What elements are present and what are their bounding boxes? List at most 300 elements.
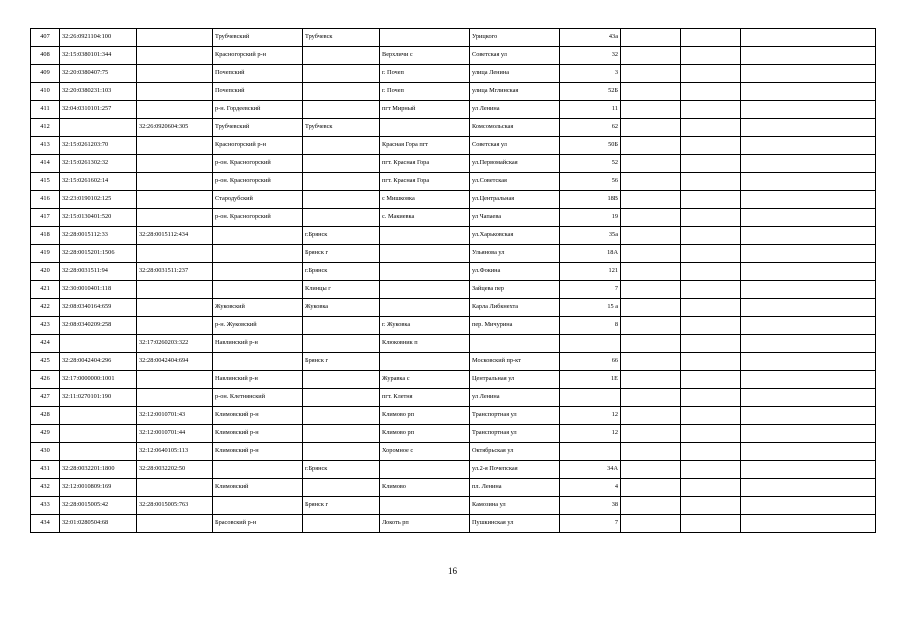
- extra-2-cell: [681, 443, 741, 461]
- house-number-cell: [560, 335, 621, 353]
- row-number-cell: 423: [31, 317, 60, 335]
- extra-1-cell: [621, 173, 681, 191]
- house-number-cell: 3: [560, 65, 621, 83]
- extra-3-cell: [741, 389, 876, 407]
- street-cell: ул Чапаева: [470, 209, 560, 227]
- extra-3-cell: [741, 191, 876, 209]
- extra-1-cell: [621, 191, 681, 209]
- house-number-cell: 56: [560, 173, 621, 191]
- parcel-cadastral-number-cell: [137, 281, 213, 299]
- house-number-cell: 18А: [560, 245, 621, 263]
- extra-2-cell: [681, 317, 741, 335]
- cadastral-number-cell: 32:28:0015005:42: [60, 497, 137, 515]
- house-number-cell: 7: [560, 515, 621, 533]
- parcel-cadastral-number-cell: 32:28:0015005:763: [137, 497, 213, 515]
- city-cell: Брянск г: [303, 353, 380, 371]
- table-body: [31, 29, 876, 533]
- extra-1-cell: [621, 497, 681, 515]
- house-number-cell: 62: [560, 119, 621, 137]
- extra-1-cell: [621, 443, 681, 461]
- cadastral-number-cell: 32:28:0031511:94: [60, 263, 137, 281]
- table-row: [31, 479, 876, 497]
- cadastral-number-cell: 32:01:0280504:68: [60, 515, 137, 533]
- parcel-cadastral-number-cell: [137, 515, 213, 533]
- extra-2-cell: [681, 173, 741, 191]
- city-cell: [303, 317, 380, 335]
- table-row: [31, 443, 876, 461]
- street-cell: Пушкинская ул: [470, 515, 560, 533]
- row-number-cell: 431: [31, 461, 60, 479]
- parcel-cadastral-number-cell: [137, 389, 213, 407]
- parcel-cadastral-number-cell: [137, 101, 213, 119]
- row-number-cell: 410: [31, 83, 60, 101]
- extra-2-cell: [681, 227, 741, 245]
- table-row: [31, 371, 876, 389]
- extra-2-cell: [681, 479, 741, 497]
- city-cell: Брянск г: [303, 245, 380, 263]
- extra-1-cell: [621, 47, 681, 65]
- street-cell: Центральная ул: [470, 371, 560, 389]
- extra-2-cell: [681, 29, 741, 47]
- street-cell: Октябрьская ул: [470, 443, 560, 461]
- parcel-cadastral-number-cell: [137, 479, 213, 497]
- district-cell: Трубчевский: [213, 29, 303, 47]
- city-cell: [303, 155, 380, 173]
- extra-2-cell: [681, 497, 741, 515]
- settlement-cell: Климово рп: [380, 407, 470, 425]
- district-cell: Стародубский: [213, 191, 303, 209]
- extra-3-cell: [741, 497, 876, 515]
- extra-1-cell: [621, 335, 681, 353]
- parcel-cadastral-number-cell: 32:28:0042404:694: [137, 353, 213, 371]
- extra-1-cell: [621, 461, 681, 479]
- settlement-cell: Красная Гора пгт: [380, 137, 470, 155]
- extra-1-cell: [621, 281, 681, 299]
- extra-3-cell: [741, 317, 876, 335]
- street-cell: Комсомольская: [470, 119, 560, 137]
- extra-2-cell: [681, 83, 741, 101]
- parcel-cadastral-number-cell: [137, 317, 213, 335]
- settlement-cell: Журавка с: [380, 371, 470, 389]
- district-cell: Навлинский р-н: [213, 371, 303, 389]
- city-cell: [303, 371, 380, 389]
- district-cell: Красногорский р-н: [213, 137, 303, 155]
- cadastral-number-cell: 32:30:0010401:118: [60, 281, 137, 299]
- district-cell: [213, 263, 303, 281]
- street-cell: Ульянова ул: [470, 245, 560, 263]
- extra-1-cell: [621, 407, 681, 425]
- house-number-cell: 1Е: [560, 371, 621, 389]
- extra-2-cell: [681, 191, 741, 209]
- house-number-cell: 35а: [560, 227, 621, 245]
- extra-3-cell: [741, 137, 876, 155]
- extra-2-cell: [681, 119, 741, 137]
- district-cell: р-он. Красногорский: [213, 173, 303, 191]
- table-row: [31, 119, 876, 137]
- extra-2-cell: [681, 155, 741, 173]
- house-number-cell: 52Б: [560, 83, 621, 101]
- house-number-cell: 12: [560, 407, 621, 425]
- district-cell: р-он. Красногорский: [213, 209, 303, 227]
- settlement-cell: [380, 263, 470, 281]
- house-number-cell: 38: [560, 497, 621, 515]
- district-cell: [213, 353, 303, 371]
- city-cell: г.Брянск: [303, 263, 380, 281]
- extra-2-cell: [681, 299, 741, 317]
- settlement-cell: [380, 29, 470, 47]
- cadastral-number-cell: [60, 443, 137, 461]
- city-cell: Трубчевск: [303, 119, 380, 137]
- house-number-cell: 8: [560, 317, 621, 335]
- parcel-cadastral-number-cell: [137, 191, 213, 209]
- street-cell: Советская ул: [470, 47, 560, 65]
- street-cell: ул.Центральная: [470, 191, 560, 209]
- parcel-cadastral-number-cell: [137, 155, 213, 173]
- city-cell: г.Брянск: [303, 461, 380, 479]
- city-cell: [303, 425, 380, 443]
- settlement-cell: Климово рп: [380, 425, 470, 443]
- extra-2-cell: [681, 137, 741, 155]
- cadastral-number-cell: 32:08:0340164:659: [60, 299, 137, 317]
- street-cell: улица Ленина: [470, 65, 560, 83]
- registry-table-container: [30, 28, 875, 533]
- table-row: [31, 65, 876, 83]
- settlement-cell: [380, 299, 470, 317]
- table-row: [31, 137, 876, 155]
- extra-1-cell: [621, 479, 681, 497]
- district-cell: р-н. Жуковский: [213, 317, 303, 335]
- street-cell: Зайцева пер: [470, 281, 560, 299]
- extra-3-cell: [741, 83, 876, 101]
- table-row: [31, 263, 876, 281]
- street-cell: Транспортная ул: [470, 407, 560, 425]
- extra-3-cell: [741, 461, 876, 479]
- house-number-cell: 32: [560, 47, 621, 65]
- row-number-cell: 421: [31, 281, 60, 299]
- parcel-cadastral-number-cell: 32:28:0032202:50: [137, 461, 213, 479]
- parcel-cadastral-number-cell: [137, 173, 213, 191]
- row-number-cell: 417: [31, 209, 60, 227]
- extra-3-cell: [741, 209, 876, 227]
- parcel-cadastral-number-cell: [137, 83, 213, 101]
- street-cell: [470, 335, 560, 353]
- extra-1-cell: [621, 155, 681, 173]
- district-cell: Трубчевский: [213, 119, 303, 137]
- street-cell: улица Мглинская: [470, 83, 560, 101]
- table-row: [31, 47, 876, 65]
- settlement-cell: пгт. Красная Гора: [380, 155, 470, 173]
- extra-3-cell: [741, 29, 876, 47]
- district-cell: [213, 245, 303, 263]
- extra-1-cell: [621, 245, 681, 263]
- house-number-cell: 50Б: [560, 137, 621, 155]
- district-cell: р-н. Гордеевский: [213, 101, 303, 119]
- cadastral-number-cell: 32:28:0032201:1800: [60, 461, 137, 479]
- table-row: [31, 29, 876, 47]
- parcel-cadastral-number-cell: [137, 245, 213, 263]
- extra-3-cell: [741, 245, 876, 263]
- extra-1-cell: [621, 137, 681, 155]
- street-cell: Урицкого: [470, 29, 560, 47]
- table-row: [31, 281, 876, 299]
- parcel-cadastral-number-cell: 32:12:0010701:44: [137, 425, 213, 443]
- street-cell: ул.Фокина: [470, 263, 560, 281]
- extra-3-cell: [741, 443, 876, 461]
- parcel-cadastral-number-cell: [137, 47, 213, 65]
- cadastral-number-cell: [60, 425, 137, 443]
- extra-2-cell: [681, 371, 741, 389]
- settlement-cell: [380, 353, 470, 371]
- extra-1-cell: [621, 101, 681, 119]
- table-row: [31, 83, 876, 101]
- extra-2-cell: [681, 515, 741, 533]
- district-cell: Навлинский р-н: [213, 335, 303, 353]
- district-cell: [213, 281, 303, 299]
- parcel-cadastral-number-cell: 32:12:0010701:43: [137, 407, 213, 425]
- settlement-cell: Клюковник п: [380, 335, 470, 353]
- district-cell: Почепский: [213, 83, 303, 101]
- extra-2-cell: [681, 209, 741, 227]
- cadastral-number-cell: 32:20:0380407:75: [60, 65, 137, 83]
- table-row: [31, 155, 876, 173]
- parcel-cadastral-number-cell: [137, 137, 213, 155]
- district-cell: [213, 227, 303, 245]
- row-number-cell: 414: [31, 155, 60, 173]
- settlement-cell: Верхличи с: [380, 47, 470, 65]
- row-number-cell: 422: [31, 299, 60, 317]
- city-cell: Трубчевск: [303, 29, 380, 47]
- district-cell: Климовский р-н: [213, 443, 303, 461]
- cadastral-number-cell: 32:20:0380231:103: [60, 83, 137, 101]
- settlement-cell: [380, 245, 470, 263]
- house-number-cell: 7: [560, 281, 621, 299]
- row-number-cell: 407: [31, 29, 60, 47]
- street-cell: пл. Ленина: [470, 479, 560, 497]
- row-number-cell: 427: [31, 389, 60, 407]
- city-cell: г.Брянск: [303, 227, 380, 245]
- city-cell: [303, 191, 380, 209]
- street-cell: Советская ул: [470, 137, 560, 155]
- cadastral-number-cell: 32:26:0921104:100: [60, 29, 137, 47]
- cadastral-number-cell: [60, 335, 137, 353]
- house-number-cell: 18В: [560, 191, 621, 209]
- cadastral-number-cell: 32:23:0190102:125: [60, 191, 137, 209]
- district-cell: Почепский: [213, 65, 303, 83]
- settlement-cell: Локоть рп: [380, 515, 470, 533]
- house-number-cell: [560, 389, 621, 407]
- table-row: [31, 173, 876, 191]
- cadastral-number-cell: 32:15:0261302:32: [60, 155, 137, 173]
- cadastral-number-cell: 32:15:0380101:344: [60, 47, 137, 65]
- row-number-cell: 429: [31, 425, 60, 443]
- parcel-cadastral-number-cell: 32:12:0640105:113: [137, 443, 213, 461]
- house-number-cell: 11: [560, 101, 621, 119]
- district-cell: Жуковский: [213, 299, 303, 317]
- cadastral-number-cell: 32:04:0310101:257: [60, 101, 137, 119]
- city-cell: [303, 389, 380, 407]
- table-row: [31, 101, 876, 119]
- cadastral-number-cell: 32:28:0015201:1506: [60, 245, 137, 263]
- city-cell: Жуковка: [303, 299, 380, 317]
- extra-3-cell: [741, 47, 876, 65]
- street-cell: пер. Мичурина: [470, 317, 560, 335]
- table-row: [31, 317, 876, 335]
- extra-3-cell: [741, 407, 876, 425]
- extra-3-cell: [741, 479, 876, 497]
- street-cell: Карла Либкнехта: [470, 299, 560, 317]
- extra-1-cell: [621, 263, 681, 281]
- table-row: [31, 353, 876, 371]
- street-cell: ул.Харьковская: [470, 227, 560, 245]
- district-cell: Климовский р-н: [213, 407, 303, 425]
- city-cell: Клинцы г: [303, 281, 380, 299]
- city-cell: [303, 479, 380, 497]
- street-cell: Камозина ул: [470, 497, 560, 515]
- table-row: [31, 209, 876, 227]
- city-cell: [303, 515, 380, 533]
- extra-2-cell: [681, 47, 741, 65]
- parcel-cadastral-number-cell: 32:28:0015112:434: [137, 227, 213, 245]
- parcel-cadastral-number-cell: [137, 29, 213, 47]
- district-cell: р-он. Клетнянский: [213, 389, 303, 407]
- row-number-cell: 426: [31, 371, 60, 389]
- city-cell: [303, 209, 380, 227]
- extra-1-cell: [621, 515, 681, 533]
- settlement-cell: г. Жуковка: [380, 317, 470, 335]
- settlement-cell: пгт Мирный: [380, 101, 470, 119]
- district-cell: Климовский р-н: [213, 425, 303, 443]
- parcel-cadastral-number-cell: [137, 371, 213, 389]
- house-number-cell: 52: [560, 155, 621, 173]
- extra-3-cell: [741, 371, 876, 389]
- settlement-cell: пгт. Красная Гора: [380, 173, 470, 191]
- settlement-cell: г. Почеп: [380, 65, 470, 83]
- extra-3-cell: [741, 299, 876, 317]
- row-number-cell: 430: [31, 443, 60, 461]
- city-cell: [303, 407, 380, 425]
- parcel-cadastral-number-cell: 32:26:0920604:305: [137, 119, 213, 137]
- settlement-cell: [380, 227, 470, 245]
- street-cell: ул Ленина: [470, 101, 560, 119]
- row-number-cell: 433: [31, 497, 60, 515]
- extra-2-cell: [681, 101, 741, 119]
- table-row: [31, 515, 876, 533]
- cadastral-number-cell: 32:17:0000000:1001: [60, 371, 137, 389]
- extra-2-cell: [681, 407, 741, 425]
- extra-1-cell: [621, 119, 681, 137]
- district-cell: [213, 461, 303, 479]
- row-number-cell: 411: [31, 101, 60, 119]
- table-row: [31, 227, 876, 245]
- extra-3-cell: [741, 281, 876, 299]
- table-row: [31, 335, 876, 353]
- district-cell: Брасовский р-н: [213, 515, 303, 533]
- settlement-cell: г. Почеп: [380, 83, 470, 101]
- extra-2-cell: [681, 461, 741, 479]
- table-row: [31, 299, 876, 317]
- row-number-cell: 418: [31, 227, 60, 245]
- row-number-cell: 409: [31, 65, 60, 83]
- settlement-cell: с. Макиевка: [380, 209, 470, 227]
- row-number-cell: 416: [31, 191, 60, 209]
- extra-3-cell: [741, 119, 876, 137]
- extra-3-cell: [741, 101, 876, 119]
- extra-2-cell: [681, 263, 741, 281]
- settlement-cell: [380, 497, 470, 515]
- street-cell: ул.Советская: [470, 173, 560, 191]
- table-row: [31, 425, 876, 443]
- extra-3-cell: [741, 425, 876, 443]
- row-number-cell: 408: [31, 47, 60, 65]
- city-cell: [303, 137, 380, 155]
- street-cell: ул Ленина: [470, 389, 560, 407]
- extra-1-cell: [621, 317, 681, 335]
- house-number-cell: 12: [560, 425, 621, 443]
- extra-1-cell: [621, 209, 681, 227]
- extra-3-cell: [741, 173, 876, 191]
- page-number: 16: [448, 566, 457, 576]
- street-cell: Транспортная ул: [470, 425, 560, 443]
- table-row: [31, 407, 876, 425]
- house-number-cell: 34А: [560, 461, 621, 479]
- cadastral-number-cell: [60, 407, 137, 425]
- street-cell: Московский пр-кт: [470, 353, 560, 371]
- extra-3-cell: [741, 515, 876, 533]
- street-cell: ул.2-я Почепская: [470, 461, 560, 479]
- extra-1-cell: [621, 299, 681, 317]
- city-cell: [303, 335, 380, 353]
- house-number-cell: 15 а: [560, 299, 621, 317]
- settlement-cell: Хоромное с: [380, 443, 470, 461]
- row-number-cell: 415: [31, 173, 60, 191]
- cadastral-number-cell: 32:28:0015112:33: [60, 227, 137, 245]
- row-number-cell: 428: [31, 407, 60, 425]
- cadastral-number-cell: 32:12:0010809:169: [60, 479, 137, 497]
- settlement-cell: пгт. Клетня: [380, 389, 470, 407]
- district-cell: р-он. Красногорский: [213, 155, 303, 173]
- cadastral-number-cell: 32:28:0042404:296: [60, 353, 137, 371]
- city-cell: [303, 83, 380, 101]
- extra-3-cell: [741, 65, 876, 83]
- settlement-cell: [380, 119, 470, 137]
- row-number-cell: 425: [31, 353, 60, 371]
- parcel-cadastral-number-cell: [137, 209, 213, 227]
- cadastral-number-cell: 32:08:0340209:258: [60, 317, 137, 335]
- house-number-cell: 66: [560, 353, 621, 371]
- house-number-cell: 43а: [560, 29, 621, 47]
- row-number-cell: 412: [31, 119, 60, 137]
- cadastral-number-cell: 32:15:0261203:70: [60, 137, 137, 155]
- parcel-cadastral-number-cell: [137, 65, 213, 83]
- row-number-cell: 424: [31, 335, 60, 353]
- row-number-cell: 432: [31, 479, 60, 497]
- extra-1-cell: [621, 83, 681, 101]
- parcel-cadastral-number-cell: 32:28:0031511:237: [137, 263, 213, 281]
- table-row: [31, 191, 876, 209]
- extra-1-cell: [621, 389, 681, 407]
- table-row: [31, 461, 876, 479]
- district-cell: Климовский: [213, 479, 303, 497]
- extra-1-cell: [621, 353, 681, 371]
- settlement-cell: [380, 461, 470, 479]
- parcel-cadastral-number-cell: 32:17:0260203:322: [137, 335, 213, 353]
- extra-3-cell: [741, 227, 876, 245]
- city-cell: [303, 173, 380, 191]
- extra-2-cell: [681, 335, 741, 353]
- city-cell: [303, 65, 380, 83]
- settlement-cell: Климово: [380, 479, 470, 497]
- extra-2-cell: [681, 389, 741, 407]
